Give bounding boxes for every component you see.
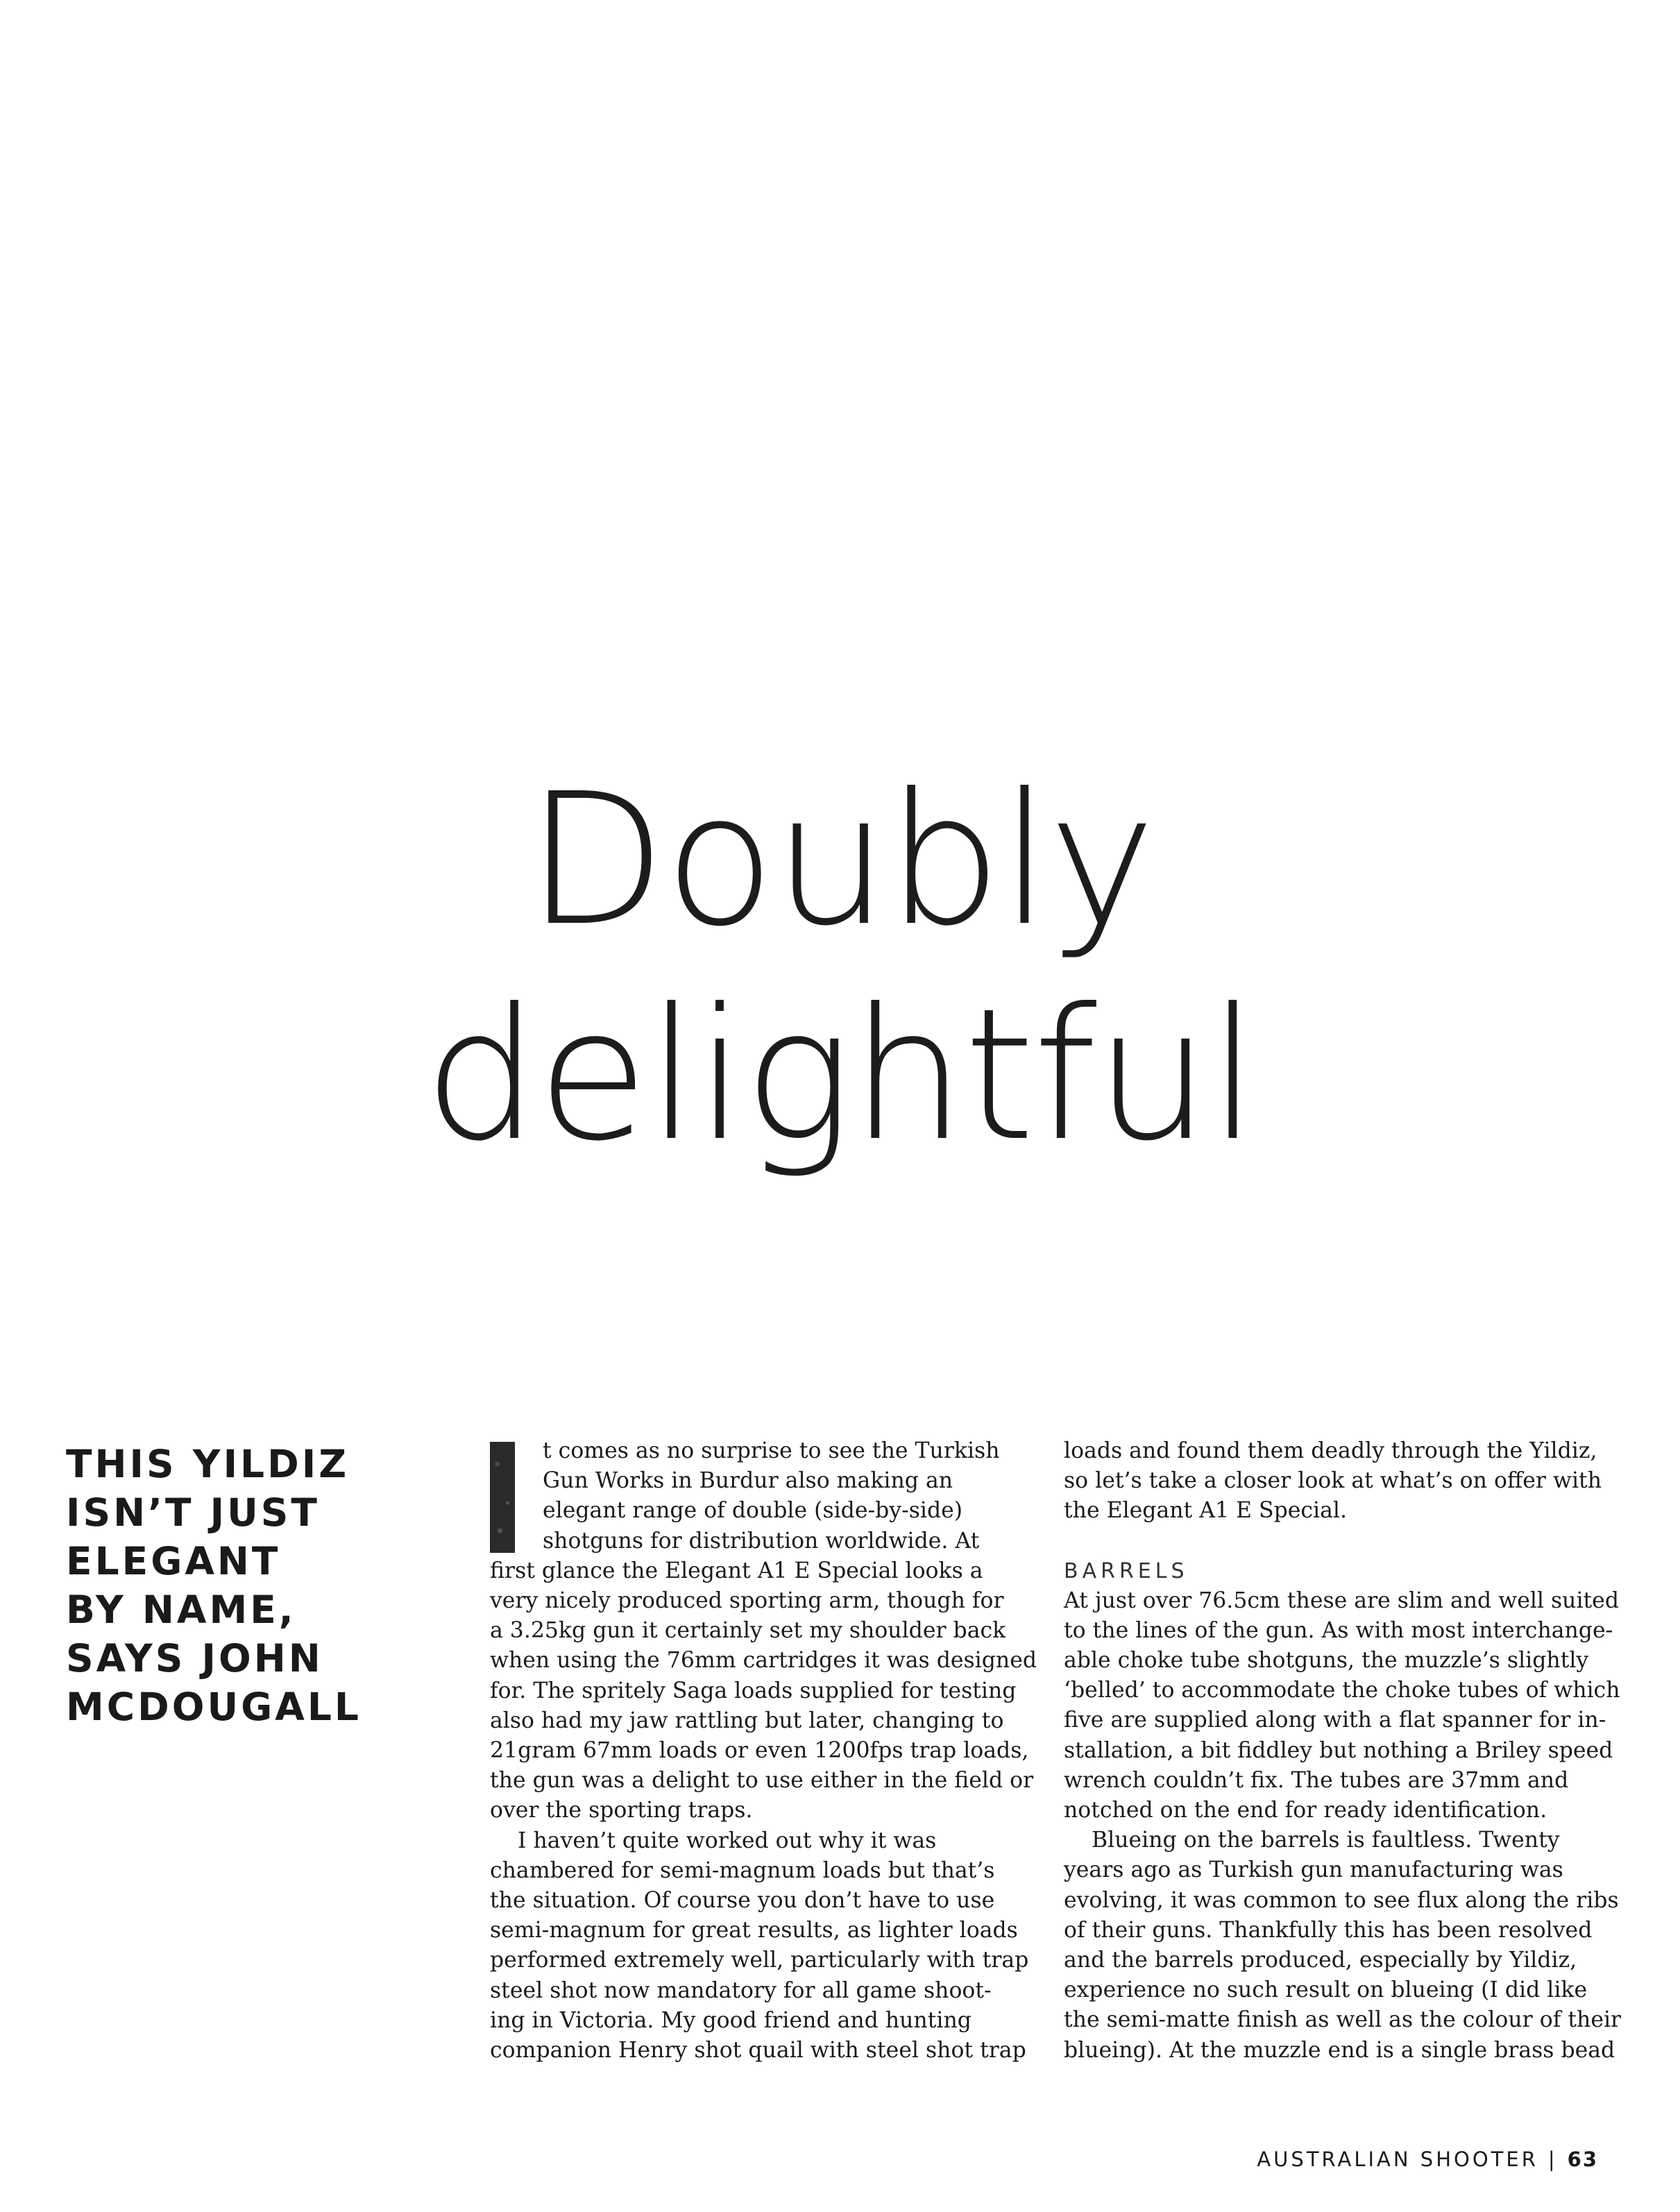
headline-line-1: Doubly <box>526 754 1154 966</box>
body-line: Gun Works in Burdur also making an <box>543 1468 953 1494</box>
body-line: for. The spritely Saga loads supplied for testing <box>490 1678 1017 1703</box>
body-line: able choke tube shotguns, the muzzle’s slightly <box>1064 1648 1589 1674</box>
body-line: elegant range of double (side-by-side) <box>543 1498 963 1524</box>
standfirst <box>66 1440 455 1731</box>
page-number: 63 <box>1567 2147 1598 2171</box>
body-line: steel shot now mandatory for all game shoot- <box>490 1977 992 2003</box>
body-line: ‘belled’ to accommodate the choke tubes of which <box>1064 1678 1620 1703</box>
body-line: blueing). At the muzzle end is a single brass bead <box>1064 2037 1615 2063</box>
body-column-1 <box>490 1436 1037 2066</box>
body-line: notched on the end for ready identification. <box>1064 1798 1547 1823</box>
body-line: five are supplied along with a flat spanner for in- <box>1064 1708 1606 1733</box>
body-line: semi-magnum for great results, as lighter loads <box>490 1918 1018 1943</box>
body-line: At just over 76.5cm these are slim and well suited <box>1064 1588 1619 1613</box>
body-line: years ago as Turkish gun manufacturing was <box>1064 1857 1563 1883</box>
page-folio <box>1257 2147 1598 2171</box>
drop-cap <box>490 1442 515 1553</box>
body-line: the Elegant A1 E Special. <box>1064 1498 1347 1524</box>
standfirst-line: BY NAME, <box>66 1588 296 1632</box>
body-line: when using the 76mm cartridges it was designed <box>490 1648 1037 1674</box>
body-column-2 <box>1064 1436 1622 2066</box>
article-headline <box>0 753 1680 1183</box>
headline-line-2: delightful <box>423 969 1257 1181</box>
standfirst-line: THIS YILDIZ <box>66 1442 350 1486</box>
body-line: stallation, a bit fiddley but nothing a Briley speed <box>1064 1737 1613 1763</box>
body-line: over the sporting traps. <box>490 1798 753 1823</box>
body-line: so let’s take a closer look at what’s on offer with <box>1064 1468 1602 1494</box>
body-line: shotguns for distribution worldwide. At <box>543 1528 980 1554</box>
body-line: the gun was a delight to use either in the field or <box>490 1768 1034 1794</box>
standfirst-line: SAYS JOHN <box>66 1636 323 1681</box>
body-line: of their guns. Thankfully this has been resolved <box>1064 1917 1593 1943</box>
body-line: Blueing on the barrels is faultless. Twenty <box>1092 1828 1560 1853</box>
body-line: t comes as no surprise to see the Turkish <box>543 1438 1000 1463</box>
body-line: the situation. Of course you don’t have to use <box>490 1888 995 1914</box>
publication-name: AUSTRALIAN SHOOTER <box>1257 2147 1538 2171</box>
body-line: I haven’t quite worked out why it was <box>518 1828 937 1853</box>
standfirst-line: ELEGANT <box>66 1539 281 1583</box>
body-line: 21gram 67mm loads or even 1200fps trap loads, <box>490 1738 1029 1764</box>
body-line: chambered for semi-magnum loads but that’s <box>490 1857 995 1883</box>
body-line: also had my jaw rattling but later, changing to <box>490 1708 1004 1733</box>
standfirst-line: MCDOUGALL <box>66 1685 362 1729</box>
body-line: wrench couldn’t fix. The tubes are 37mm and <box>1064 1767 1569 1793</box>
body-line: the semi-matte finish as well as the colour of their <box>1064 2007 1622 2033</box>
body-line: a 3.25kg gun it certainly set my shoulder back <box>490 1618 1006 1644</box>
body-line: to the lines of the gun. As with most interchange- <box>1064 1617 1613 1643</box>
body-line: first glance the Elegant A1 E Special looks a <box>490 1558 983 1583</box>
body-line: companion Henry shot quail with steel shot trap <box>490 2038 1026 2064</box>
section-subhead: BARRELS <box>1064 1558 1189 1583</box>
standfirst-line: ISN’T JUST <box>66 1490 320 1535</box>
body-line: loads and found them deadly through the Yildiz, <box>1064 1438 1597 1463</box>
body-line: performed extremely well, particularly with trap <box>490 1948 1029 1973</box>
body-line: experience no such result on blueing (I did like <box>1064 1977 1588 2003</box>
body-line: evolving, it was common to see flux along the ribs <box>1064 1887 1619 1913</box>
body-line: very nicely produced sporting arm, though for <box>490 1588 1004 1614</box>
body-line: and the barrels produced, especially by Yildiz, <box>1064 1948 1577 1973</box>
folio-separator: | <box>1547 2147 1558 2171</box>
body-line: ing in Victoria. My good friend and hunting <box>490 2007 971 2033</box>
